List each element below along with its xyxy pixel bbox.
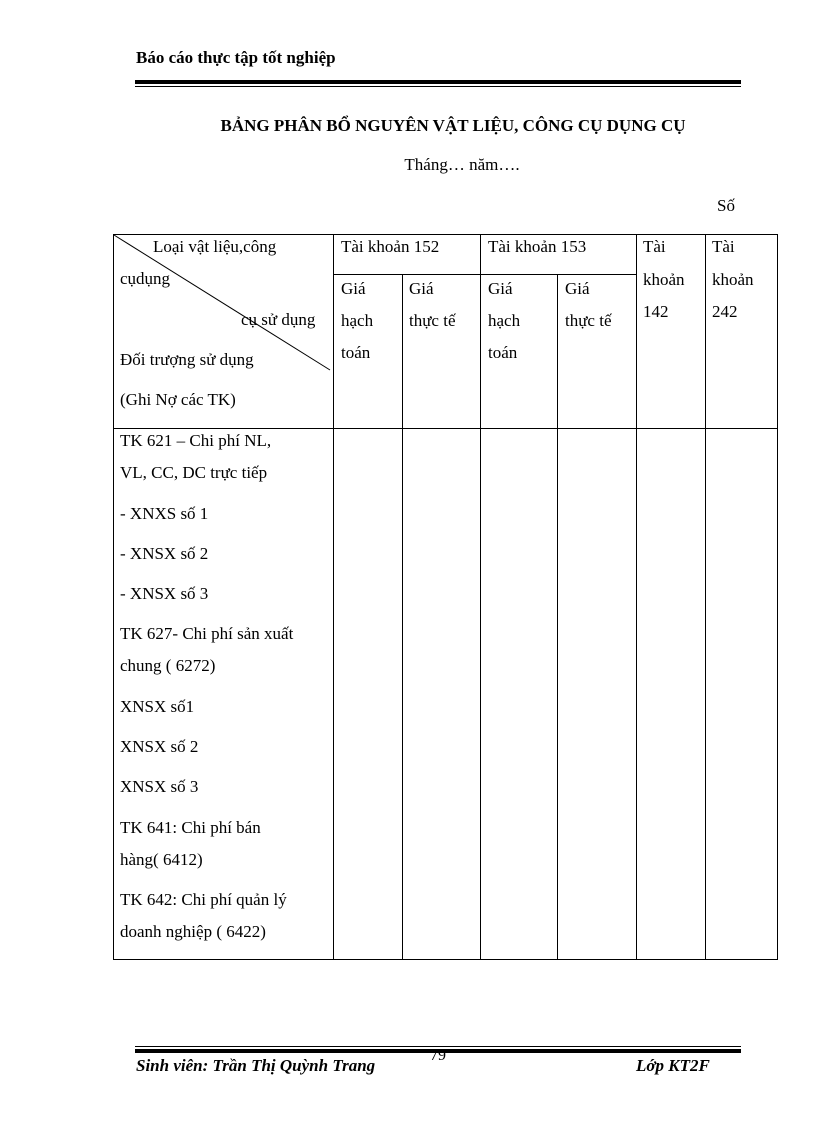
account-142-line3: 142 (643, 302, 669, 321)
footer-class: Lớp KT2F (636, 1056, 710, 1075)
corner-top-line2: cụdụng (120, 269, 171, 288)
account-153-header: Tài khoản 153 (488, 237, 587, 256)
document-title: BẢNG PHÂN BỔ NGUYÊN VẬT LIỆU, CÔNG CỤ DỤNG CỤ (220, 116, 686, 135)
table-border-bottom (113, 959, 778, 960)
header-bottom-rule (113, 428, 778, 429)
col-divider-2 (402, 274, 403, 960)
col-divider-6 (705, 234, 706, 960)
account-142-line1: Tài (643, 237, 666, 256)
sub-152-hach-toan-3: toán (341, 343, 371, 362)
row-label: doanh nghiệp ( 6422) (120, 922, 266, 941)
row-label: - XNXS số 1 (120, 504, 209, 523)
sub-152-thuc-te-1: Giá (409, 279, 434, 298)
corner-bottom-line2: (Ghi Nợ các TK) (120, 390, 236, 409)
header-rule-thick (135, 80, 741, 84)
row-label: TK 641: Chi phí bán (120, 818, 261, 837)
footer-student: Sinh viên: Trần Thị Quỳnh Trang (136, 1056, 376, 1075)
row-label: TK 642: Chi phí quản lý (120, 890, 287, 909)
sub-152-thuc-te-2: thực tế (409, 311, 456, 330)
account-142-line2: khoản (643, 270, 685, 289)
header-rule-thin (135, 86, 741, 87)
document-subtitle: Tháng… năm…. (404, 155, 520, 174)
row-label: hàng( 6412) (120, 850, 203, 869)
allocation-table (113, 234, 778, 960)
col-divider-5 (636, 234, 637, 960)
corner-top-line3: cụ sử dụng (241, 310, 316, 329)
row-label: - XNSX số 2 (120, 544, 209, 563)
row-label: - XNSX số 3 (120, 584, 209, 603)
report-header-title: Báo cáo thực tập tốt nghiệp (136, 48, 336, 67)
corner-top-line1: Loại vật liệu,công (153, 237, 277, 256)
sub-153-thuc-te-2: thực tế (565, 311, 612, 330)
page-number: 79 (430, 1047, 446, 1064)
sub-153-thuc-te-1: Giá (565, 279, 590, 298)
sub-152-hach-toan-2: hạch (341, 311, 374, 330)
account-152-header: Tài khoản 152 (341, 237, 440, 256)
col-divider-3 (480, 234, 481, 960)
sub-153-hach-toan-3: toán (488, 343, 518, 362)
row-label: XNSX số1 (120, 697, 195, 716)
table-border-right (777, 234, 778, 960)
account-242-line3: 242 (712, 302, 738, 321)
corner-bottom-line1: Đối trượng sử dụng (120, 350, 254, 369)
row-label: VL, CC, DC trực tiếp (120, 463, 268, 482)
account-242-line2: khoản (712, 270, 754, 289)
sub-153-hach-toan-2: hạch (488, 311, 521, 330)
document-number-label: Số (717, 196, 735, 215)
row-label: XNSX số 3 (120, 777, 199, 796)
row-label: TK 621 – Chi phí NL, (120, 431, 272, 450)
row-label: XNSX số 2 (120, 737, 199, 756)
account-242-line1: Tài (712, 237, 735, 256)
sub-153-hach-toan-1: Giá (488, 279, 513, 298)
row-label: chung ( 6272) (120, 656, 216, 675)
col-divider-4 (557, 274, 558, 960)
account-group-rule (333, 274, 637, 275)
sub-152-hach-toan-1: Giá (341, 279, 366, 298)
row-label: TK 627- Chi phí sản xuất (120, 624, 294, 643)
